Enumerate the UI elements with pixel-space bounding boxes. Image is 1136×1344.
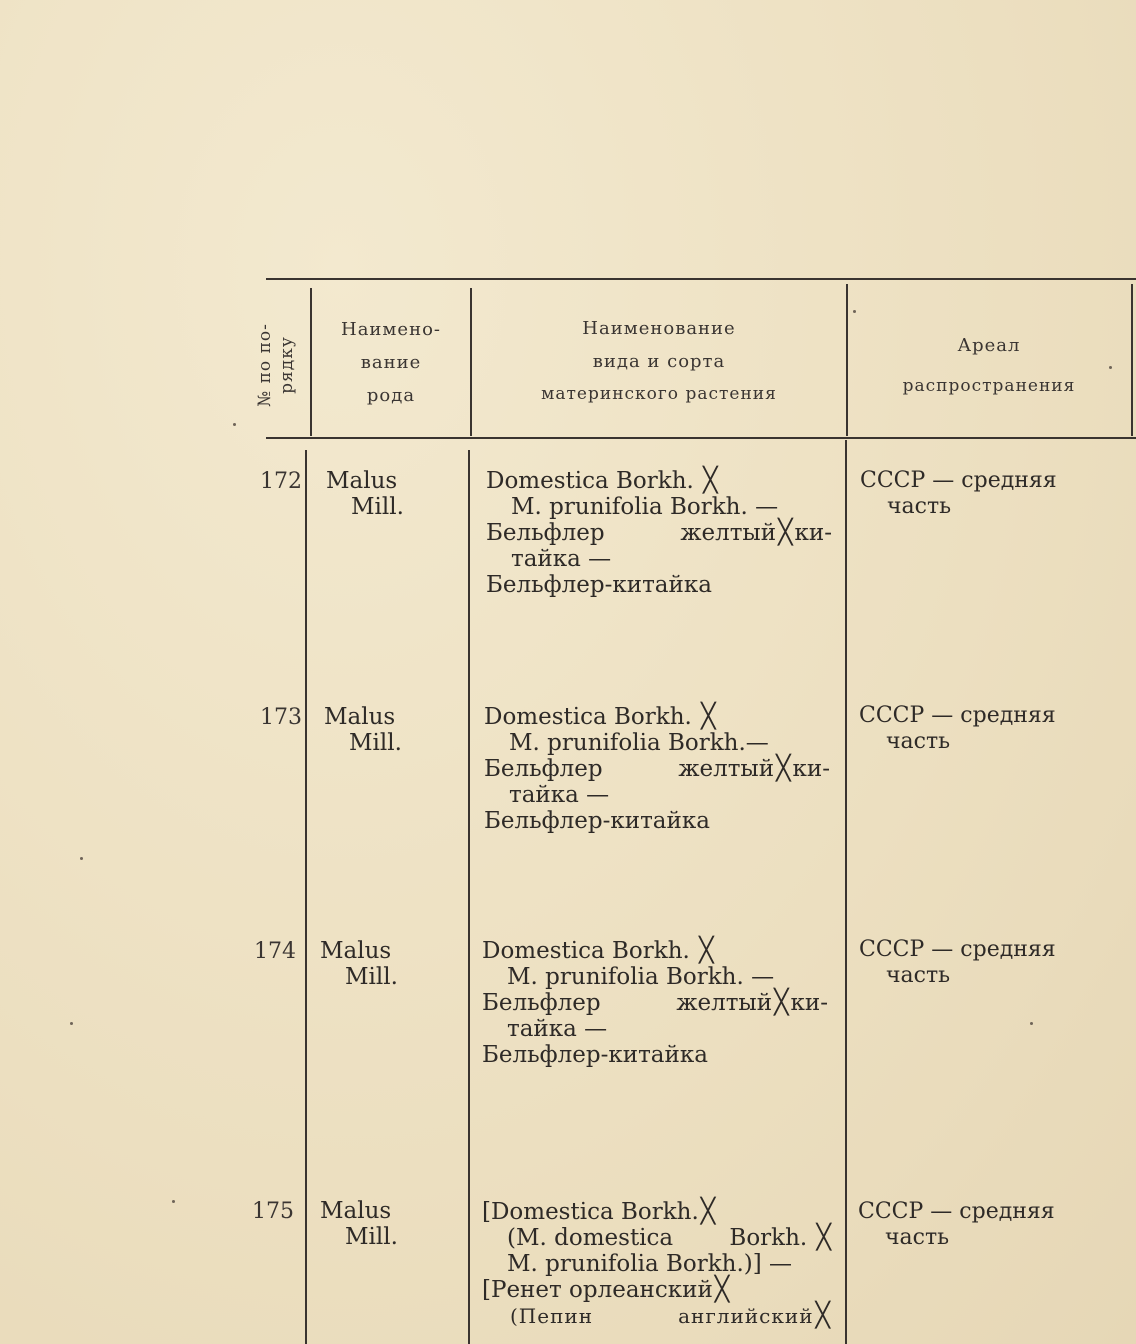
column-divider [470,288,472,436]
paper-speck [172,1200,175,1203]
row-number: 172 [260,469,302,494]
species-name: Domestica Borkh. ╳ M. prunifolia Borkh.— Бельфлер желтый╳ки- тайка — Бельфлер-китайка [484,702,830,834]
column-divider [310,288,312,436]
header-genus: Наимено- вание рода [341,319,441,406]
cross-icon: ╳ [815,1301,831,1329]
paper-speck [70,1022,73,1025]
table-header-rule [266,437,1136,439]
header-species: Наименование вида и сорта материнского растения [541,318,777,404]
row-number: 173 [260,705,302,730]
cross-icon: ╳ [776,754,791,782]
genus-name: Malus Mill. [320,1198,398,1250]
species-name: Domestica Borkh. ╳ M. prunifolia Borkh. — Бельфлер желтый╳ки- тайка — Бельфлер-китайка [482,936,828,1068]
species-name: [Domestica Borkh.╳ (M. domestica Borkh. ╳ M. prunifolia Borkh.)] — [Ренет орлеанский╳ (Пепин английский╳ [482,1197,831,1329]
species-name: Domestica Borkh. ╳ M. prunifolia Borkh. — Бельфлер желтый╳ки- тайка — Бельфлер-китайка [486,466,832,598]
cross-icon: ╳ [701,702,716,730]
column-divider [305,450,307,1344]
paper-speck [1030,1022,1033,1025]
column-divider [468,450,470,1344]
range-text: СССР — средняя часть [858,1199,1055,1250]
cross-icon: ╳ [699,936,714,964]
cross-icon: ╳ [700,1197,716,1225]
header-number: № по по-рядку [255,323,297,407]
paper-speck [1109,366,1112,369]
genus-name: Malus Mill. [320,938,398,990]
paper-speck [853,310,856,313]
genus-name: Malus Mill. [326,468,404,520]
cross-icon: ╳ [778,518,793,546]
header-range: Ареал распространения [902,335,1076,396]
cross-icon: ╳ [774,988,789,1016]
cross-icon: ╳ [714,1275,730,1303]
table-top-rule [266,278,1136,280]
genus-name: Malus Mill. [324,704,402,756]
range-text: СССР — средняя часть [860,468,1057,519]
row-number: 175 [252,1199,294,1224]
row-number: 174 [254,939,296,964]
column-divider [1131,284,1133,436]
column-divider [845,440,847,1344]
cross-icon: ╳ [816,1223,831,1251]
cross-icon: ╳ [703,466,718,494]
paper-speck [80,857,83,860]
range-text: СССР — средняя часть [859,937,1056,988]
range-text: СССР — средняя часть [859,703,1056,754]
paper-speck [233,423,236,426]
column-divider [846,284,848,436]
